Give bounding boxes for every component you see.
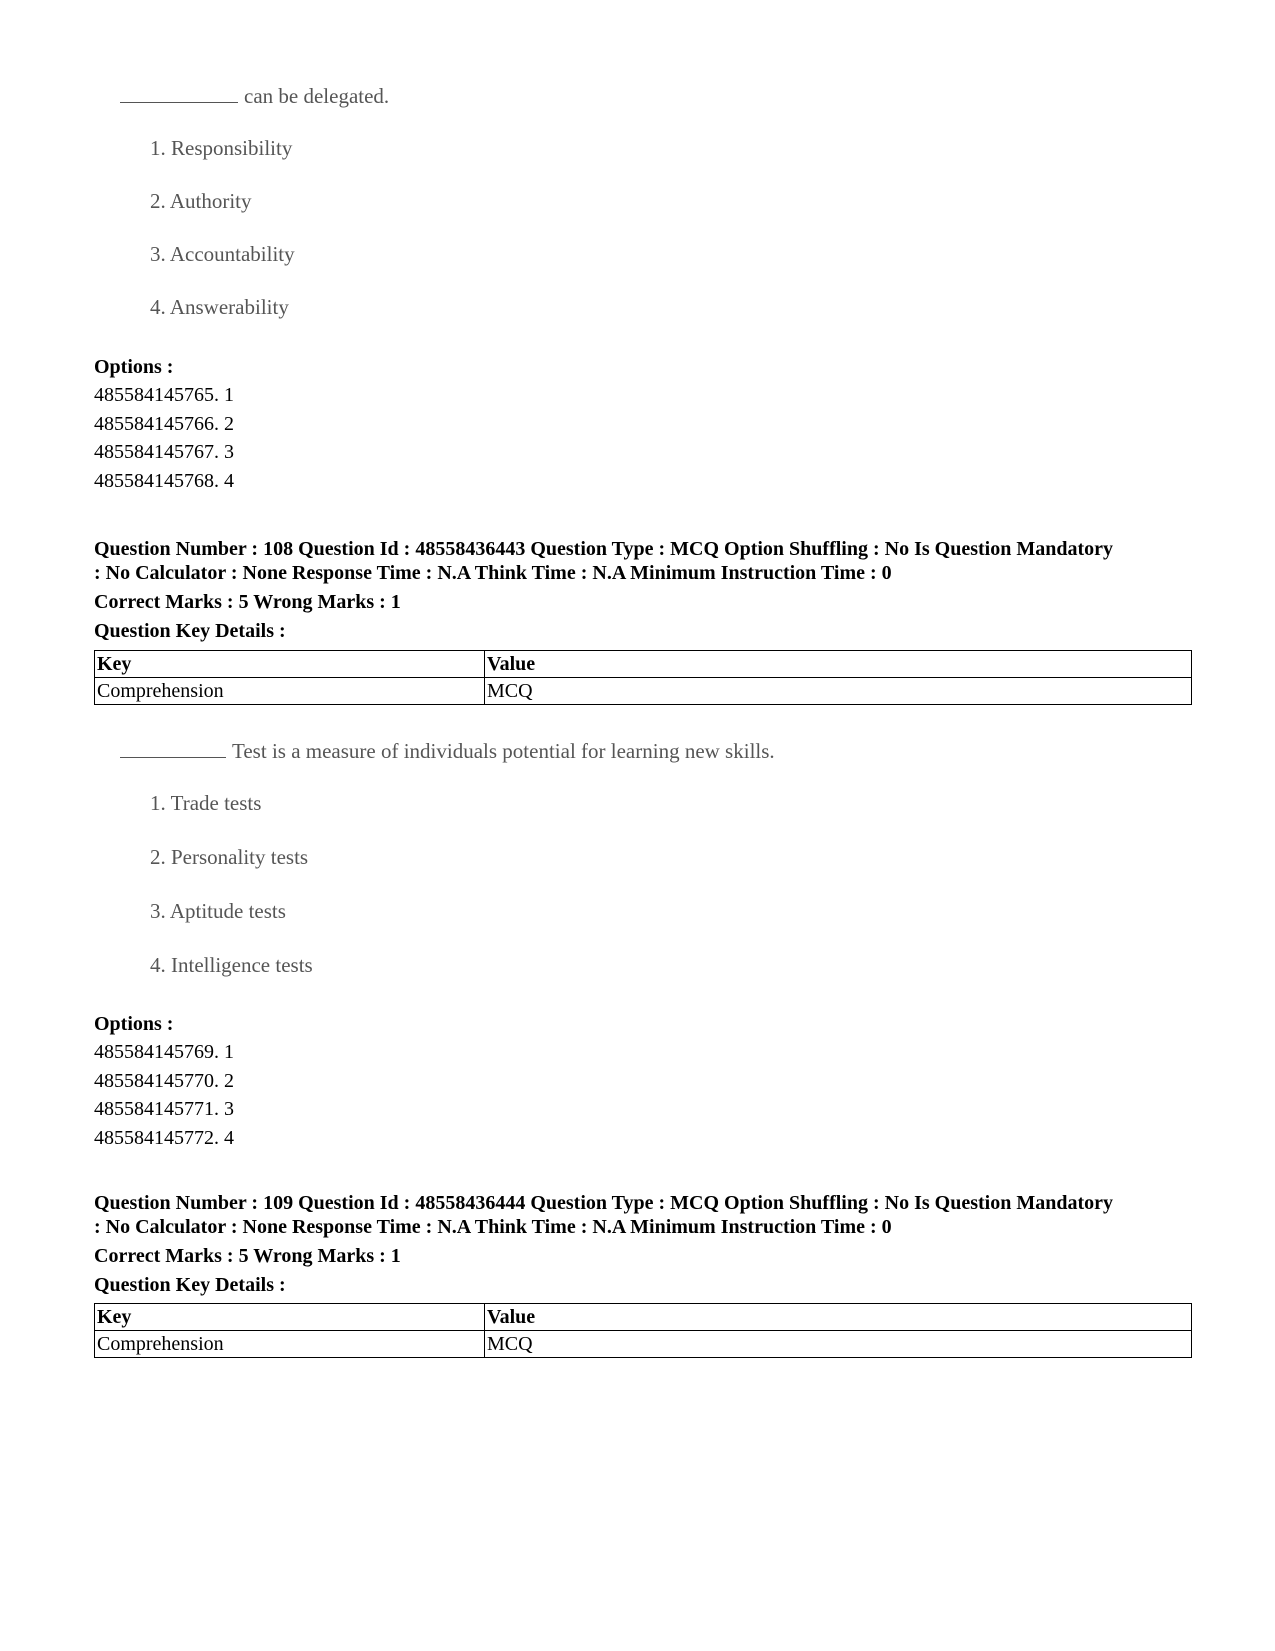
- question-stem: Test is a measure of individuals potential for learning new skills.: [120, 737, 775, 764]
- question-choice: 4. Intelligence tests: [150, 953, 313, 977]
- question-meta: [94, 537, 1194, 585]
- table-header-key: Key: [95, 1304, 485, 1331]
- option-item: 485584145767. 3: [94, 441, 234, 463]
- answer-blank: [120, 82, 238, 103]
- option-item: 485584145765. 1: [94, 384, 234, 406]
- option-item: 485584145771. 3: [94, 1098, 234, 1120]
- table-header-value: Value: [485, 1304, 1192, 1331]
- question-choice: 2. Authority: [150, 189, 252, 213]
- key-details-label: Question Key Details :: [94, 620, 286, 642]
- question-meta-line: : No Calculator : None Response Time : N.A Think Time : N.A Minimum Instruction Time : 0: [94, 562, 892, 584]
- table-row: [95, 678, 1192, 705]
- table-header-key: Key: [95, 651, 485, 678]
- question-meta-line: : No Calculator : None Response Time : N.A Think Time : N.A Minimum Instruction Time : 0: [94, 1216, 892, 1238]
- key-details-table: [94, 1303, 1192, 1358]
- question-choice: 1. Responsibility: [150, 136, 293, 160]
- marks-line: Correct Marks : 5 Wrong Marks : 1: [94, 591, 401, 613]
- option-item: 485584145770. 2: [94, 1070, 234, 1092]
- question-stem: can be delegated.: [120, 82, 389, 109]
- table-cell-value: MCQ: [485, 1331, 1192, 1358]
- answer-blank: [120, 737, 226, 758]
- table-cell-key: Comprehension: [95, 678, 485, 705]
- question-meta: [94, 1191, 1194, 1239]
- key-details-label: Question Key Details :: [94, 1274, 286, 1296]
- option-item: 485584145768. 4: [94, 470, 234, 492]
- key-details-table: [94, 650, 1192, 705]
- question-choice: 2. Personality tests: [150, 845, 309, 869]
- table-cell-key: Comprehension: [95, 1331, 485, 1358]
- option-item: 485584145766. 2: [94, 413, 234, 435]
- table-row: [95, 1331, 1192, 1358]
- options-label: Options :: [94, 356, 174, 378]
- options-label: Options :: [94, 1013, 174, 1035]
- question-meta-line: Question Number : 108 Question Id : 48558436443 Question Type : MCQ Option Shuffling : No Is Question Mandatory: [94, 538, 1113, 560]
- question-choice: 3. Aptitude tests: [150, 899, 286, 923]
- marks-line: Correct Marks : 5 Wrong Marks : 1: [94, 1245, 401, 1267]
- table-header-row: [95, 651, 1192, 678]
- table-cell-value: MCQ: [485, 678, 1192, 705]
- question-choice: 3. Accountability: [150, 242, 295, 266]
- table-header-row: [95, 1304, 1192, 1331]
- question-meta-line: Question Number : 109 Question Id : 48558436444 Question Type : MCQ Option Shuffling : No Is Question Mandatory: [94, 1192, 1113, 1214]
- question-choice: 1. Trade tests: [150, 791, 262, 815]
- table-header-value: Value: [485, 651, 1192, 678]
- option-item: 485584145769. 1: [94, 1041, 234, 1063]
- question-choice: 4. Answerability: [150, 295, 289, 319]
- option-item: 485584145772. 4: [94, 1127, 234, 1149]
